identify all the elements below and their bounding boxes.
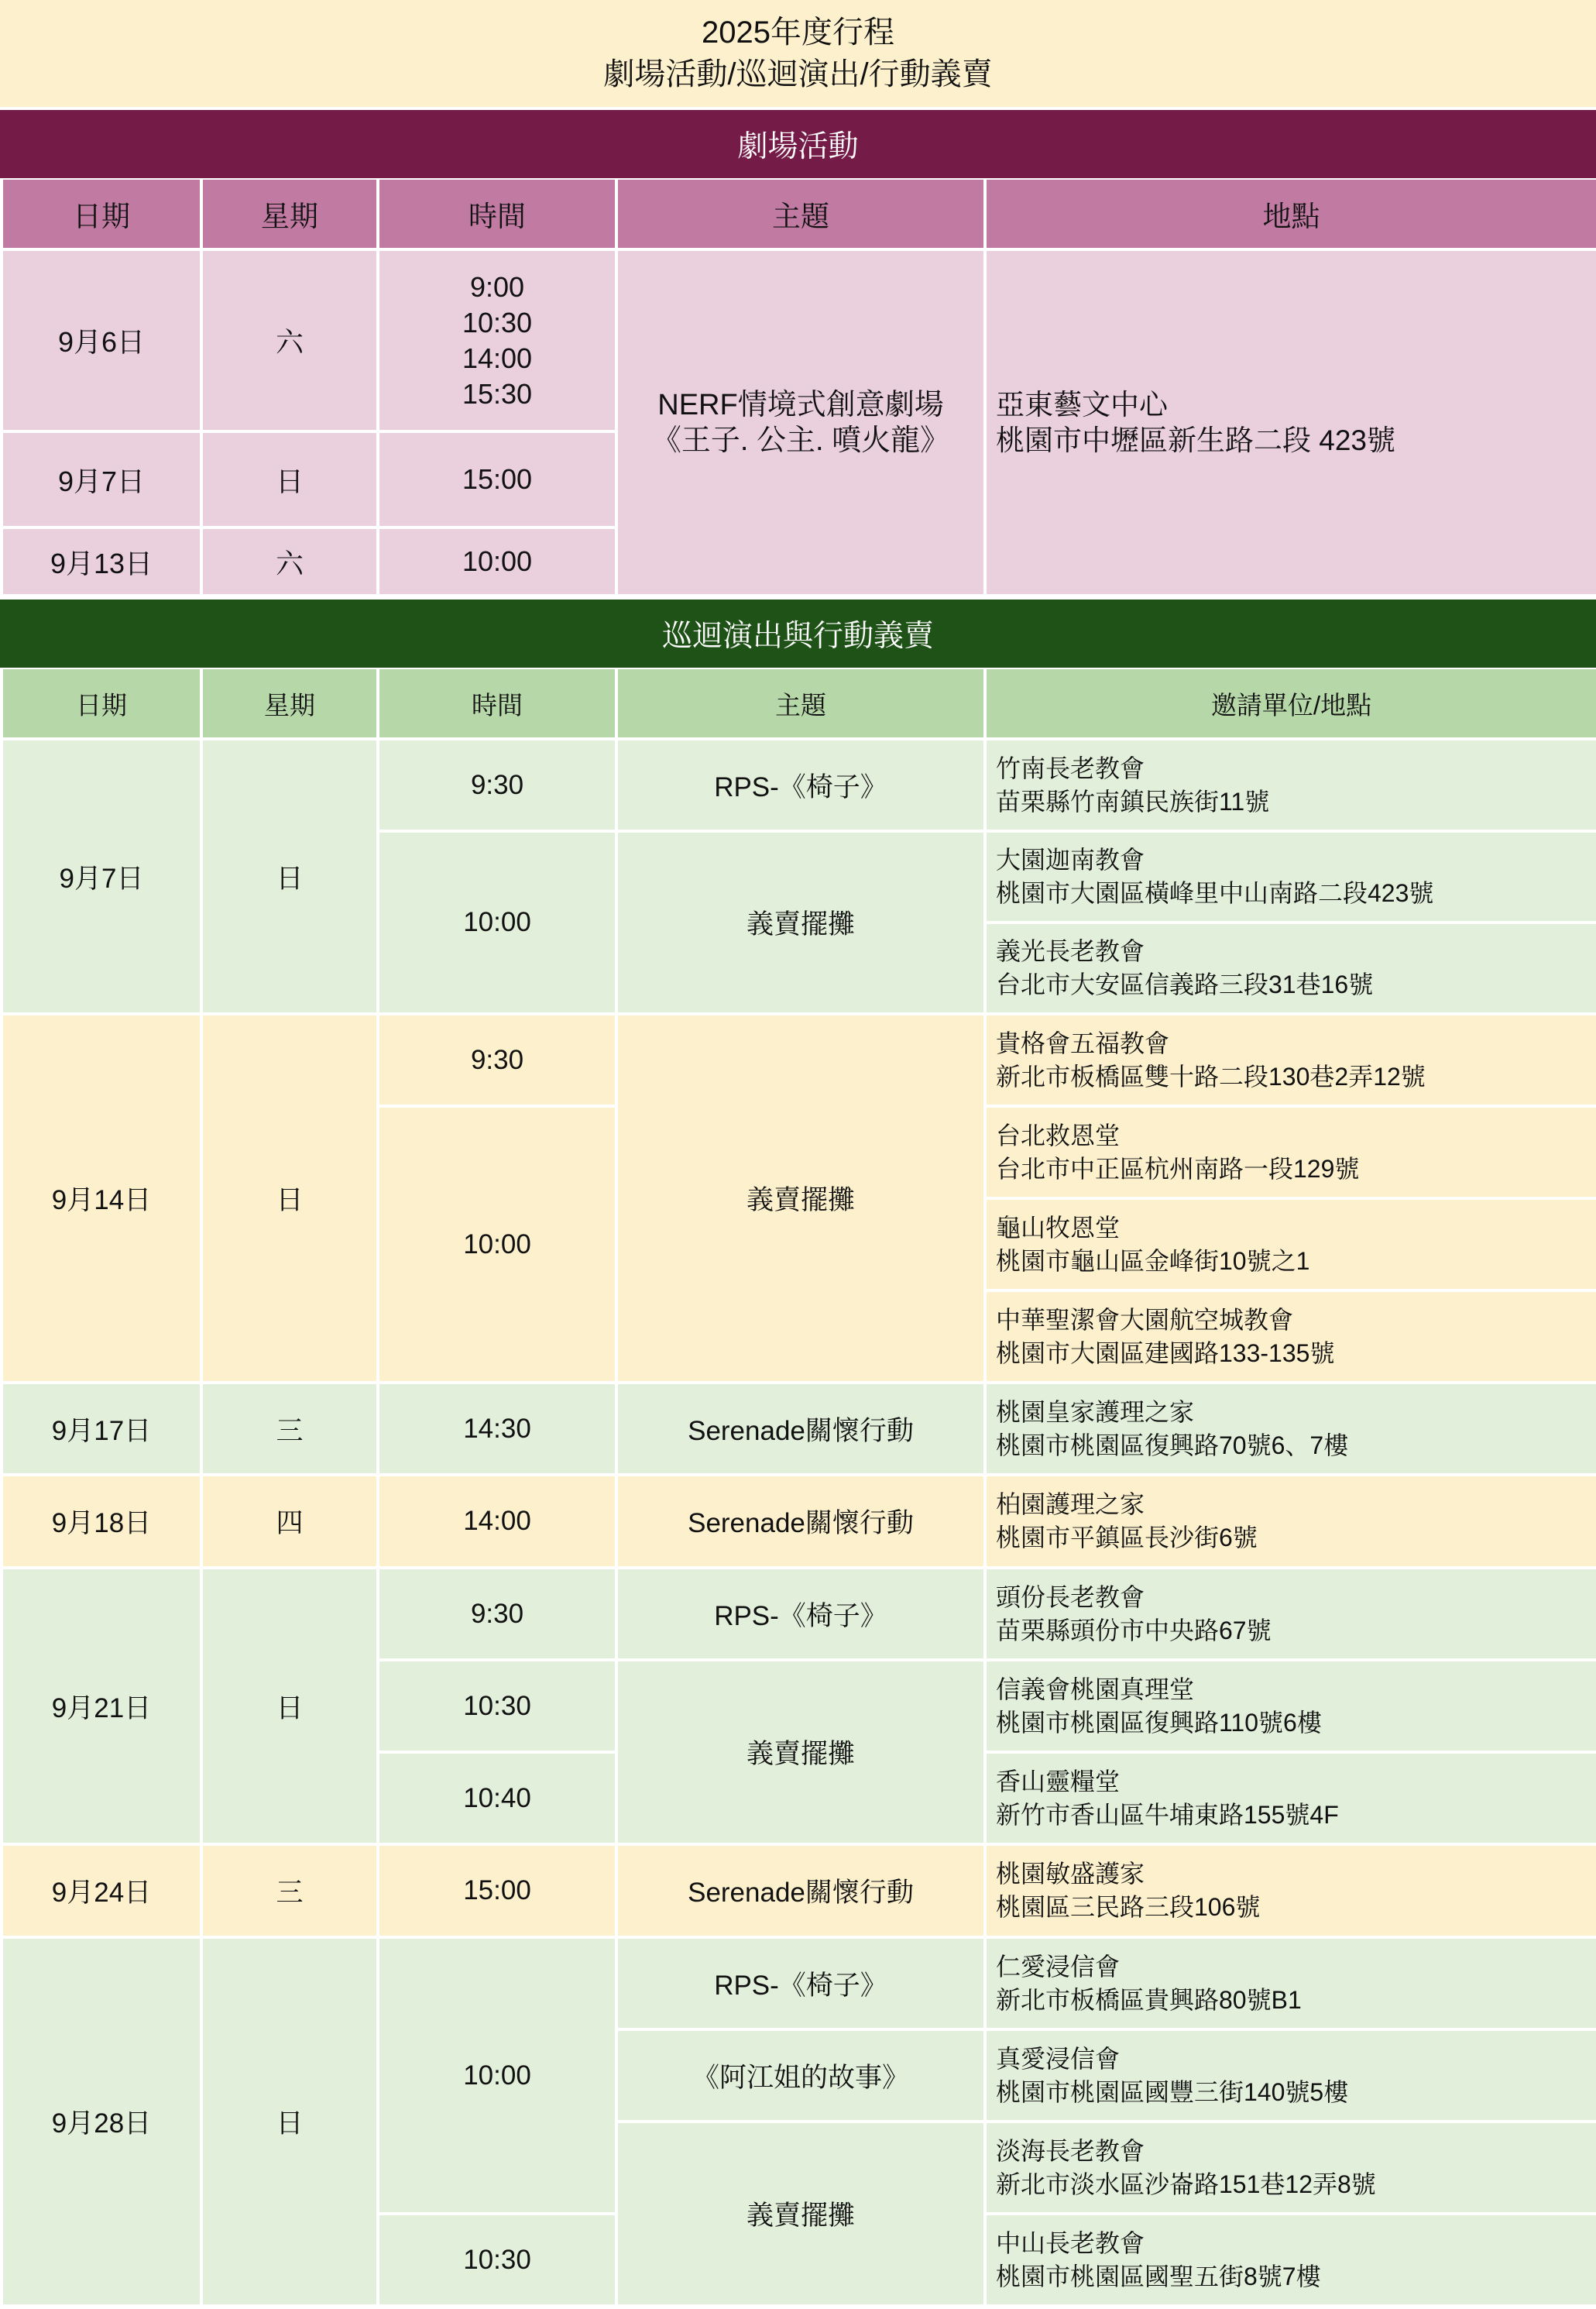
venue-name: 亞東藝文中心 — [996, 388, 1168, 421]
header-weekday: 星期 — [203, 180, 376, 248]
location-cell — [987, 1661, 1596, 1751]
venue-address: 桃園市桃園區國豐三街140號5樓 — [996, 2077, 1349, 2106]
venue-name: 柏園護理之家 — [996, 1490, 1145, 1518]
venue-address: 台北市中正區杭州南路一段129號 — [996, 1154, 1360, 1183]
date-cell: 9月24日 — [3, 1846, 200, 1936]
venue-name: 桃園皇家護理之家 — [996, 1397, 1195, 1426]
venue-address: 桃園市平鎮區長沙街6號 — [996, 1524, 1258, 1551]
theme-cell: 《阿江姐的故事》 — [618, 2031, 983, 2120]
header-location: 邀請單位/地點 — [987, 669, 1596, 737]
venue-address: 新北市板橋區雙十路二段130巷2弄12號 — [996, 1062, 1426, 1091]
date-cell: 9月13日 — [3, 529, 200, 594]
tour-header-row — [3, 669, 1596, 737]
time-value: 14:00 — [462, 342, 533, 374]
header-weekday: 星期 — [203, 669, 376, 737]
venue-name: 義光長老教會 — [996, 937, 1145, 965]
section-theatre-header — [0, 110, 1596, 178]
theme-cell — [618, 251, 983, 594]
header-date: 日期 — [3, 180, 200, 248]
time-cell: 15:00 — [379, 433, 615, 526]
venue-name: 中山長老教會 — [996, 2228, 1145, 2257]
location-cell — [987, 924, 1596, 1012]
time-cell: 14:00 — [379, 1476, 615, 1566]
location-cell — [987, 2031, 1596, 2120]
weekday-cell: 三 — [203, 1384, 376, 1473]
location-cell — [987, 1476, 1596, 1566]
venue-name: 台北救恩堂 — [996, 1121, 1121, 1149]
tour-table — [0, 666, 1596, 2307]
venue-address: 台北市大安區信義路三段31巷16號 — [996, 971, 1374, 998]
location-cell — [987, 1569, 1596, 1658]
theme-cell: Serenade關懷行動 — [618, 1476, 983, 1566]
location-cell — [987, 1292, 1596, 1381]
venue-address: 桃園市中壢區新生路二段 423號 — [996, 424, 1396, 456]
time-cell: 10:00 — [379, 1939, 615, 2212]
venue-address: 新北市板橋區貴興路80號B1 — [996, 1985, 1302, 2014]
venue-address: 桃園市龜山區金峰街10號之1 — [996, 1246, 1310, 1275]
location-cell — [987, 251, 1596, 594]
location-cell — [987, 1846, 1596, 1936]
theme-line: NERF情境式創意劇場 — [657, 388, 944, 421]
weekday-cell: 六 — [203, 529, 376, 594]
venue-name: 香山靈糧堂 — [996, 1767, 1121, 1795]
venue-address: 桃園市桃園區復興路70號6、7樓 — [996, 1431, 1349, 1459]
weekday-cell: 六 — [203, 251, 376, 430]
date-cell: 9月7日 — [3, 433, 200, 526]
theatre-table — [0, 177, 1596, 597]
header-theme: 主題 — [618, 669, 983, 737]
venue-name: 中華聖潔會大園航空城教會 — [996, 1305, 1294, 1334]
theme-line: 《王子. 公主. 噴火龍》 — [651, 424, 950, 457]
time-cell: 9:30 — [379, 1015, 615, 1105]
venue-name: 大園迦南教會 — [996, 846, 1145, 874]
theme-cell: Serenade關懷行動 — [618, 1846, 983, 1936]
venue-name: 竹南長老教會 — [996, 754, 1145, 782]
time-cell: 10:00 — [379, 833, 615, 1012]
time-cell: 10:00 — [379, 529, 615, 594]
venue-name: 真愛浸信會 — [996, 2044, 1121, 2073]
weekday-cell: 三 — [203, 1846, 376, 1936]
location-cell — [987, 1015, 1596, 1105]
venue-name: 淡海長老教會 — [996, 2136, 1145, 2165]
theme-cell: 義賣擺攤 — [618, 2123, 983, 2304]
table-row — [3, 1939, 1596, 2028]
header-theme: 主題 — [618, 180, 983, 248]
time-cell: 10:30 — [379, 1661, 615, 1751]
venue-name: 貴格會五福教會 — [996, 1029, 1170, 1057]
time-cell: 10:30 — [379, 2215, 615, 2304]
venue-address: 苗栗縣頭份市中央路67號 — [996, 1616, 1272, 1644]
time-cell: 9:30 — [379, 1569, 615, 1658]
weekday-cell: 日 — [203, 740, 376, 1012]
time-value: 10:30 — [462, 306, 533, 338]
venue-name: 龜山牧恩堂 — [996, 1213, 1121, 1242]
weekday-cell: 四 — [203, 1476, 376, 1566]
section-tour-title: 巡迴演出與行動義賣 — [661, 620, 934, 653]
theme-cell: 義賣擺攤 — [618, 833, 983, 1012]
location-cell — [987, 1200, 1596, 1289]
venue-address: 桃園區三民路三段106號 — [996, 1893, 1261, 1921]
theme-cell: RPS-《椅子》 — [618, 1569, 983, 1658]
table-row — [3, 1476, 1596, 1566]
location-cell — [987, 1939, 1596, 2028]
venue-name: 仁愛浸信會 — [996, 1952, 1121, 1981]
venue-address: 桃園市大園區建國路133-135號 — [996, 1338, 1335, 1367]
time-cell: 9:30 — [379, 740, 615, 830]
weekday-cell: 日 — [203, 1569, 376, 1843]
time-cell: 14:30 — [379, 1384, 615, 1473]
venue-address: 桃園市桃園區國聖五街8號7樓 — [996, 2262, 1321, 2290]
weekday-cell: 日 — [203, 1015, 376, 1381]
location-cell — [987, 833, 1596, 921]
time-cell — [379, 251, 615, 430]
venue-address: 新北市淡水區沙崙路151巷12弄8號 — [996, 2170, 1376, 2198]
table-row — [3, 1384, 1596, 1473]
section-tour-header — [0, 600, 1596, 668]
table-row — [3, 251, 1596, 430]
venue-address: 新竹市香山區牛埔東路155號4F — [996, 1800, 1339, 1829]
date-cell: 9月6日 — [3, 251, 200, 430]
venue-name: 信義會桃園真理堂 — [996, 1675, 1195, 1703]
location-cell — [987, 1108, 1596, 1197]
table-row — [3, 740, 1596, 830]
location-cell — [987, 1384, 1596, 1473]
table-row — [3, 1015, 1596, 1105]
weekday-cell: 日 — [203, 1939, 376, 2304]
theme-cell: Serenade關懷行動 — [618, 1384, 983, 1473]
location-cell — [987, 2215, 1596, 2304]
theme-cell: RPS-《椅子》 — [618, 740, 983, 830]
venue-address: 苗栗縣竹南鎮民族街11號 — [996, 787, 1270, 816]
date-cell: 9月17日 — [3, 1384, 200, 1473]
header-time: 時間 — [379, 669, 615, 737]
date-cell: 9月7日 — [3, 740, 200, 1012]
theme-cell: 義賣擺攤 — [618, 1015, 983, 1381]
theme-cell: RPS-《椅子》 — [618, 1939, 983, 2028]
location-cell — [987, 740, 1596, 830]
time-value: 15:30 — [462, 377, 533, 410]
time-cell: 10:40 — [379, 1754, 615, 1843]
time-cell: 15:00 — [379, 1846, 615, 1936]
theme-cell: 義賣擺攤 — [618, 1661, 983, 1843]
theatre-header-row — [3, 180, 1596, 248]
date-cell: 9月18日 — [3, 1476, 200, 1566]
date-cell: 9月28日 — [3, 1939, 200, 2304]
time-value: 9:00 — [469, 270, 525, 303]
header-date: 日期 — [3, 669, 200, 737]
page-header — [0, 0, 1596, 107]
table-row — [3, 1846, 1596, 1936]
table-row — [3, 1569, 1596, 1658]
date-cell: 9月14日 — [3, 1015, 200, 1381]
location-cell — [987, 2123, 1596, 2212]
venue-name: 頭份長老教會 — [996, 1582, 1145, 1611]
header-location: 地點 — [987, 180, 1596, 248]
page-title: 2025年度行程 — [702, 15, 894, 50]
section-theatre-title: 劇場活動 — [737, 130, 859, 163]
location-cell — [987, 1754, 1596, 1843]
venue-address: 桃園市大園區橫峰里中山南路二段423號 — [996, 879, 1434, 907]
header-time: 時間 — [379, 180, 615, 248]
page-subtitle: 劇場活動/巡迴演出/行動義賣 — [603, 57, 993, 91]
time-cell: 10:00 — [379, 1108, 615, 1381]
venue-name: 桃園敏盛護家 — [996, 1860, 1145, 1888]
weekday-cell: 日 — [203, 433, 376, 526]
date-cell: 9月21日 — [3, 1569, 200, 1843]
venue-address: 桃園市桃園區復興路110號6樓 — [996, 1708, 1322, 1737]
